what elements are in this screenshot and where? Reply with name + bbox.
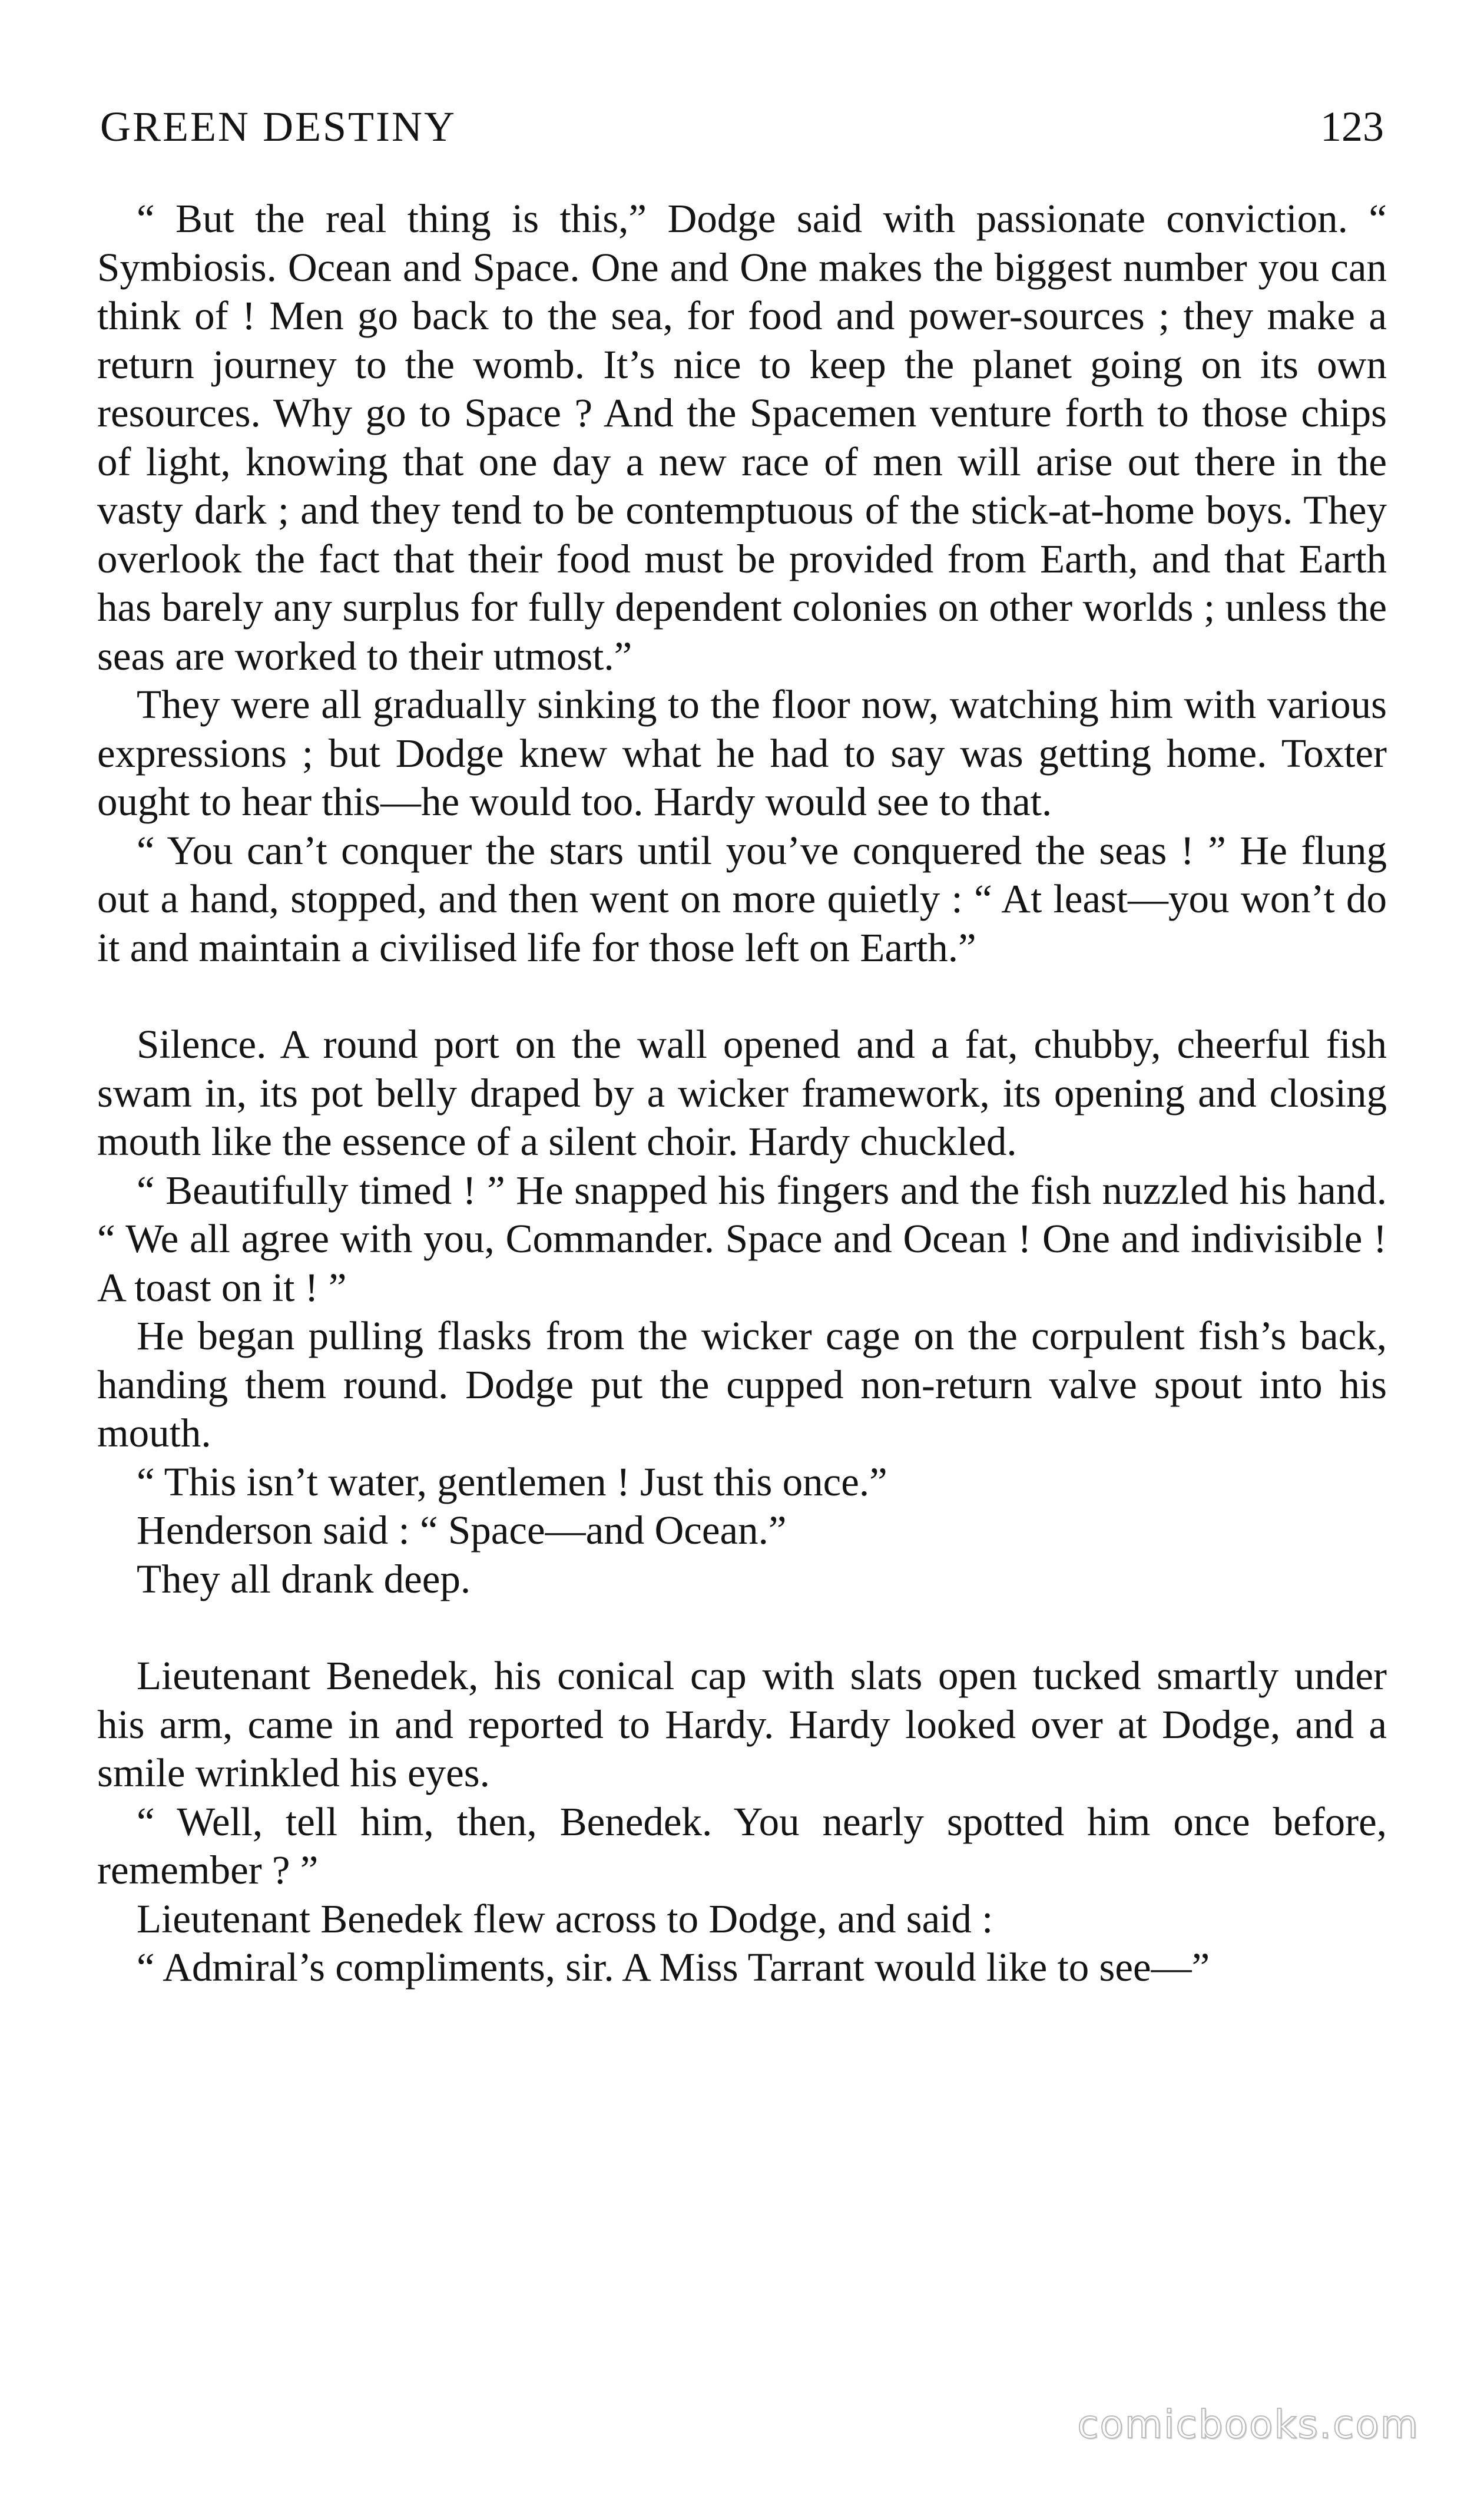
paragraph-symbiosis-speech: “ But the real thing is this,” Dodge said with passionate conviction. “ Symbiosis. Ocean and Space. One and One makes the biggest number you can think of ! Men go back to the sea, for food and power-sources ; they make a return journey to the womb. It’s nice to keep the planet going on its own resources. Why go to Space ? And the Spacemen venture forth to those chips of light, knowing that one day a new race of men will arise out there in the vasty dark ; and they tend to be contemptuous of the stick-at-home boys. They overlook the fact that their food must be provided from Earth, and that Earth has barely any surplus for fully dependent colonies on other worlds ; unless the seas are worked to their utmost.” — [97, 196, 1387, 678]
paragraph-drank-deep: They all drank deep. — [137, 1556, 471, 1601]
paragraph-pulling-flasks: He began pulling flasks from the wicker cage on the corpulent fish’s back, handing them round. Dodge put the cupped non-return valve spout into his mouth. — [97, 1313, 1387, 1455]
paragraph-lieutenant-benedek: Lieutenant Benedek, his conical cap with slats open tucked smartly under his arm, came in and reported to Hardy. Hardy looked over at Dodge, and a smile wrinkled his eyes. — [97, 1653, 1387, 1795]
paragraph-beautifully-timed: “ Beautifully timed ! ” He snapped his fingers and the fish nuzzled his hand. “ We all agree with you, Commander. Space and Ocean ! One and indivisible ! A toast on it ! ” — [97, 1167, 1387, 1310]
body-text — [97, 194, 1387, 1992]
running-title: GREEN DESTINY — [100, 103, 456, 150]
paragraph-this-isnt-water: “ This isn’t water, gentlemen ! Just this once.” — [137, 1459, 887, 1504]
running-head — [100, 100, 1384, 165]
paragraph-sinking-to-floor: They were all gradually sinking to the floor now, watching him with various expressions ; but Dodge knew what he had to say was getting home. Toxter ought to hear this—he would too. Hardy would see to that. — [97, 682, 1387, 824]
paragraph-admirals-compliments: “ Admiral’s compliments, sir. A Miss Tarrant would like to see—” — [137, 1945, 1210, 1990]
paragraph-benedek-flew: Lieutenant Benedek flew across to Dodge, and said : — [137, 1896, 993, 1941]
paragraph-silence-fish: Silence. A round port on the wall opened and a fat, chubby, cheerful fish swam in, its pot belly draped by a wicker framework, its opening and closing mouth like the essence of a silent choir. Hardy chuckled. — [97, 1022, 1387, 1164]
paragraph-henderson-toast: Henderson said : “ Space—and Ocean.” — [137, 1508, 787, 1553]
paragraph-conquer-the-seas: “ You can’t conquer the stars until you’ve conquered the seas ! ” He flung out a hand, stopped, and then went on more quietly : “ At least—you won’t do it and maintain a civilised life for those left on Earth.” — [97, 827, 1387, 970]
page-number: 123 — [1320, 103, 1384, 150]
watermark: comicbooks.com — [1077, 2402, 1419, 2447]
paragraph-tell-him: “ Well, tell him, then, Benedek. You nearly spotted him once before, remember ? ” — [97, 1799, 1387, 1892]
